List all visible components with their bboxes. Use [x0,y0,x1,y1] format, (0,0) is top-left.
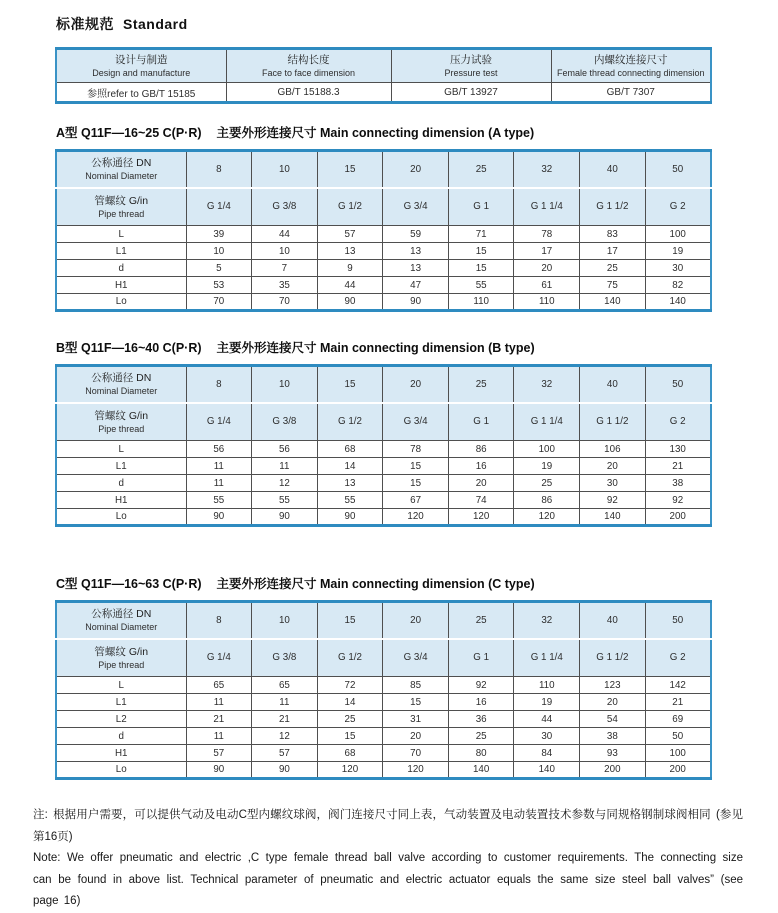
thread-value-cell: G 1/4 [186,639,252,677]
dim-value-cell: 16 [448,694,514,711]
dim-value-cell: 17 [580,243,646,260]
dim-value-cell: 44 [514,711,580,728]
dn-value-cell: 10 [252,602,318,639]
section-title-desc: 主要外形连接尺寸 Main connecting dimension (B type) [216,341,535,355]
dim-row-label: L1 [56,243,186,260]
dim-value-cell: 200 [645,509,711,526]
dn-value-cell: 15 [317,602,383,639]
thread-value-cell: G 1 1/2 [580,403,646,441]
thread-value-cell: G 3/4 [383,403,449,441]
dim-row-label: Lo [56,762,186,779]
std-value-cell: 参照refer to GB/T 15185 [56,83,226,103]
dn-value-cell: 50 [645,151,711,188]
dn-value-cell: 8 [186,602,252,639]
dim-value-cell: 120 [448,509,514,526]
dn-value-cell: 20 [383,151,449,188]
thread-header [56,403,186,441]
dn-value-cell: 15 [317,151,383,188]
dim-value-cell: 54 [580,711,646,728]
dim-value-cell: 38 [645,475,711,492]
thread-value-cell: G 3/4 [383,639,449,677]
dim-row-label: Lo [56,509,186,526]
dn-value-cell: 32 [514,151,580,188]
dim-value-cell: 75 [580,277,646,294]
dim-value-cell: 90 [186,762,252,779]
dim-value-cell: 19 [514,694,580,711]
dim-value-cell: 11 [186,728,252,745]
dim-value-cell: 25 [317,711,383,728]
dim-row-label: L2 [56,711,186,728]
dim-value-cell: 140 [514,762,580,779]
std-header-cell-zh: 内螺纹连接尺寸 [594,54,668,66]
dim-value-cell: 19 [645,243,711,260]
dim-value-cell: 92 [580,492,646,509]
dn-value-cell: 10 [252,366,318,403]
dim-value-cell: 39 [186,226,252,243]
dim-value-cell: 67 [383,492,449,509]
dim-value-cell: 59 [383,226,449,243]
dim-value-cell: 69 [645,711,711,728]
dim-value-cell: 11 [186,458,252,475]
dim-value-cell: 100 [645,226,711,243]
dim-value-cell: 142 [645,677,711,694]
thread-value-cell: G 1/4 [186,403,252,441]
table-row [56,366,711,403]
table-row [56,49,711,83]
dim-value-cell: 90 [186,509,252,526]
dim-value-cell: 68 [317,441,383,458]
dim-value-cell: 21 [645,694,711,711]
dimension-tables-container [55,123,715,780]
dimension-table-b [55,364,712,527]
dim-value-cell: 13 [383,260,449,277]
table-row [56,277,711,294]
table-row [56,762,711,779]
dim-value-cell: 7 [252,260,318,277]
dim-row-label: Lo [56,294,186,311]
dim-row-label: H1 [56,277,186,294]
dim-value-cell: 140 [645,294,711,311]
std-header-cell [226,49,391,83]
dim-value-cell: 93 [580,745,646,762]
dim-value-cell: 21 [645,458,711,475]
dim-value-cell: 31 [383,711,449,728]
dim-value-cell: 68 [317,745,383,762]
dim-row-label: H1 [56,745,186,762]
dim-value-cell: 21 [252,711,318,728]
section-title-code: B型 Q11F—16~40 C(P·R) [56,341,202,355]
dim-value-cell: 19 [514,458,580,475]
dim-value-cell: 11 [186,694,252,711]
thread-header [56,639,186,677]
dim-value-cell: 92 [645,492,711,509]
dim-value-cell: 30 [580,475,646,492]
dimension-section-c [55,574,715,780]
dn-value-cell: 50 [645,366,711,403]
std-header-cell [391,49,551,83]
table-row [56,151,711,188]
dim-value-cell: 86 [448,441,514,458]
dim-row-label: L [56,226,186,243]
dn-value-cell: 25 [448,602,514,639]
std-value-cell: GB/T 15188.3 [226,83,391,103]
dn-value-cell: 40 [580,602,646,639]
dim-value-cell: 25 [580,260,646,277]
dn-header [56,366,186,403]
dim-value-cell: 5 [186,260,252,277]
dim-value-cell: 57 [317,226,383,243]
dim-value-cell: 36 [448,711,514,728]
dn-value-cell: 20 [383,602,449,639]
dn-header [56,151,186,188]
dn-value-cell: 20 [383,366,449,403]
dim-value-cell: 13 [383,243,449,260]
dim-value-cell: 20 [580,458,646,475]
table-row [56,711,711,728]
dim-value-cell: 130 [645,441,711,458]
dim-value-cell: 15 [317,728,383,745]
thread-value-cell: G 1 [448,188,514,226]
dim-row-label: d [56,475,186,492]
table-row [56,83,711,103]
dim-value-cell: 57 [252,745,318,762]
table-row [56,492,711,509]
dim-value-cell: 10 [252,243,318,260]
dim-value-cell: 35 [252,277,318,294]
dn-value-cell: 40 [580,366,646,403]
dim-value-cell: 13 [317,475,383,492]
thread-value-cell: G 1 [448,403,514,441]
dim-value-cell: 92 [448,677,514,694]
dim-value-cell: 15 [383,694,449,711]
dim-value-cell: 106 [580,441,646,458]
thread-value-cell: G 3/8 [252,639,318,677]
std-header-cell-en: Face to face dimension [261,68,356,78]
table-row [56,441,711,458]
dn-value-cell: 32 [514,366,580,403]
table-row [56,602,711,639]
dim-value-cell: 25 [514,475,580,492]
dim-value-cell: 78 [514,226,580,243]
dim-value-cell: 140 [580,509,646,526]
std-header-cell-zh: 压力试验 [450,54,492,66]
thread-value-cell: G 1/2 [317,403,383,441]
dim-value-cell: 78 [383,441,449,458]
dim-row-label: L1 [56,458,186,475]
thread-value-cell: G 2 [645,403,711,441]
dim-value-cell: 100 [645,745,711,762]
page-title [56,14,715,34]
note-text-en: Note: We offer pneumatic and electric ,C type female thread ball valve according to customer requirements. The connecting size can be found in above list. Technical parameter of pneumatic and electric actuator equals the same size steel ball valves” (see page 16) [33,852,743,907]
dn-value-cell: 40 [580,151,646,188]
standard-table [55,47,712,104]
thread-value-cell: G 2 [645,188,711,226]
table-row [56,243,711,260]
dim-row-label: d [56,728,186,745]
dim-value-cell: 65 [252,677,318,694]
section-title-b [56,338,715,356]
dim-value-cell: 17 [514,243,580,260]
thread-value-cell: G 1 1/4 [514,188,580,226]
dim-value-cell: 9 [317,260,383,277]
thread-value-cell: G 1/2 [317,639,383,677]
dim-value-cell: 12 [252,475,318,492]
dn-header-zh: 公称通径 DN [91,372,152,385]
dim-value-cell: 110 [448,294,514,311]
dn-value-cell: 8 [186,366,252,403]
table-row [56,226,711,243]
dim-value-cell: 65 [186,677,252,694]
thread-header-zh: 管螺纹 G/in [94,409,149,422]
dim-value-cell: 11 [252,694,318,711]
dim-value-cell: 15 [448,243,514,260]
dim-value-cell: 71 [448,226,514,243]
dim-value-cell: 15 [383,475,449,492]
dim-value-cell: 61 [514,277,580,294]
section-title-code: C型 Q11F—16~63 C(P·R) [56,577,202,591]
thread-value-cell: G 1 1/2 [580,639,646,677]
table-row [56,458,711,475]
std-header-cell [551,49,711,83]
dim-value-cell: 140 [448,762,514,779]
dim-value-cell: 120 [317,762,383,779]
dn-header [56,602,186,639]
dim-value-cell: 20 [514,260,580,277]
dim-value-cell: 13 [317,243,383,260]
thread-header-en: Pipe thread [98,208,145,219]
dim-value-cell: 80 [448,745,514,762]
dim-value-cell: 70 [383,745,449,762]
section-title-desc: 主要外形连接尺寸 Main connecting dimension (A type) [216,126,535,140]
dim-value-cell: 25 [448,728,514,745]
dim-value-cell: 20 [383,728,449,745]
table-row [56,475,711,492]
thread-header-en: Pipe thread [98,423,145,434]
table-row [56,639,711,677]
thread-value-cell: G 1/4 [186,188,252,226]
dim-value-cell: 200 [580,762,646,779]
dim-value-cell: 140 [580,294,646,311]
dimension-table-a [55,149,712,312]
section-title-c [56,574,715,592]
thread-value-cell: G 3/8 [252,403,318,441]
dim-value-cell: 200 [645,762,711,779]
dim-value-cell: 38 [580,728,646,745]
dn-value-cell: 25 [448,151,514,188]
dn-value-cell: 10 [252,151,318,188]
std-header-cell-en: Female thread connecting dimension [556,68,705,78]
dim-value-cell: 56 [252,441,318,458]
section-title-a [56,123,715,141]
dim-row-label: H1 [56,492,186,509]
dim-row-label: L1 [56,694,186,711]
dim-value-cell: 16 [448,458,514,475]
dim-value-cell: 50 [645,728,711,745]
dim-value-cell: 15 [383,458,449,475]
dim-value-cell: 55 [186,492,252,509]
dim-row-label: L [56,441,186,458]
dn-value-cell: 8 [186,151,252,188]
dim-value-cell: 10 [186,243,252,260]
dn-value-cell: 32 [514,602,580,639]
dim-value-cell: 20 [448,475,514,492]
table-row [56,260,711,277]
dim-value-cell: 47 [383,277,449,294]
dn-header-en: Nominal Diameter [85,386,158,397]
thread-value-cell: G 1/2 [317,188,383,226]
thread-header-zh: 管螺纹 G/in [94,194,149,207]
dim-value-cell: 85 [383,677,449,694]
dn-header-zh: 公称通径 DN [91,157,152,170]
dim-value-cell: 11 [186,475,252,492]
dn-header-en: Nominal Diameter [85,622,158,633]
dn-header-zh: 公称通径 DN [91,608,152,621]
table-row [56,294,711,311]
std-value-cell: GB/T 7307 [551,83,711,103]
dim-value-cell: 72 [317,677,383,694]
std-value-cell: GB/T 13927 [391,83,551,103]
thread-header-en: Pipe thread [98,659,145,670]
dimension-section-b [55,338,715,527]
dim-value-cell: 30 [514,728,580,745]
std-header-cell-zh: 设计与制造 [115,54,168,66]
dim-value-cell: 70 [186,294,252,311]
dim-value-cell: 12 [252,728,318,745]
note-text-zh: 注: 根据用户需要，可以提供气动及电动C型内螺纹球阀，阀门连接尺寸同上表，气动装置及电动装置技术参数与同规格钢制球阀相同 (参见第16页) [33,809,743,843]
dim-value-cell: 70 [252,294,318,311]
dim-value-cell: 53 [186,277,252,294]
table-row [56,403,711,441]
dimension-section-a [55,123,715,312]
dimension-table-c [55,600,712,780]
dn-header-en: Nominal Diameter [85,171,158,182]
dim-value-cell: 44 [317,277,383,294]
dim-value-cell: 14 [317,694,383,711]
dim-value-cell: 110 [514,294,580,311]
thread-header-zh: 管螺纹 G/in [94,645,149,658]
dim-value-cell: 120 [514,509,580,526]
section-title-desc: 主要外形连接尺寸 Main connecting dimension (C type) [216,577,535,591]
dim-value-cell: 55 [252,492,318,509]
dim-value-cell: 21 [186,711,252,728]
std-header-cell-en: Design and manufacture [92,68,191,78]
dim-row-label: d [56,260,186,277]
dim-value-cell: 90 [317,294,383,311]
std-header-cell-en: Pressure test [444,68,498,78]
table-row [56,188,711,226]
std-header-cell-zh: 结构长度 [287,54,330,66]
dim-value-cell: 120 [383,509,449,526]
dim-value-cell: 83 [580,226,646,243]
page-title-zh: 标准规范 [56,16,114,32]
dim-value-cell: 90 [317,509,383,526]
thread-value-cell: G 1 1/2 [580,188,646,226]
thread-value-cell: G 2 [645,639,711,677]
dim-value-cell: 14 [317,458,383,475]
table-row [56,745,711,762]
dim-value-cell: 44 [252,226,318,243]
dim-value-cell: 30 [645,260,711,277]
dim-value-cell: 15 [448,260,514,277]
table-row [56,677,711,694]
dim-value-cell: 20 [580,694,646,711]
dim-value-cell: 55 [317,492,383,509]
dim-value-cell: 90 [383,294,449,311]
std-header-cell [56,49,226,83]
dim-value-cell: 11 [252,458,318,475]
dim-value-cell: 84 [514,745,580,762]
dim-value-cell: 86 [514,492,580,509]
dim-value-cell: 123 [580,677,646,694]
dim-row-label: L [56,677,186,694]
dim-value-cell: 120 [383,762,449,779]
page-title-en: Standard [123,16,188,32]
dim-value-cell: 100 [514,441,580,458]
table-row [56,509,711,526]
thread-header [56,188,186,226]
dim-value-cell: 90 [252,509,318,526]
table-row [56,728,711,745]
thread-value-cell: G 1 [448,639,514,677]
dn-value-cell: 50 [645,602,711,639]
thread-value-cell: G 1 1/4 [514,639,580,677]
dim-value-cell: 82 [645,277,711,294]
dim-value-cell: 90 [252,762,318,779]
table-row [56,694,711,711]
thread-value-cell: G 3/4 [383,188,449,226]
thread-value-cell: G 1 1/4 [514,403,580,441]
note-section [33,805,743,913]
thread-value-cell: G 3/8 [252,188,318,226]
dim-value-cell: 56 [186,441,252,458]
dim-value-cell: 55 [448,277,514,294]
dn-value-cell: 25 [448,366,514,403]
section-title-code: A型 Q11F—16~25 C(P·R) [56,126,202,140]
dim-value-cell: 57 [186,745,252,762]
dn-value-cell: 15 [317,366,383,403]
dim-value-cell: 110 [514,677,580,694]
dim-value-cell: 74 [448,492,514,509]
